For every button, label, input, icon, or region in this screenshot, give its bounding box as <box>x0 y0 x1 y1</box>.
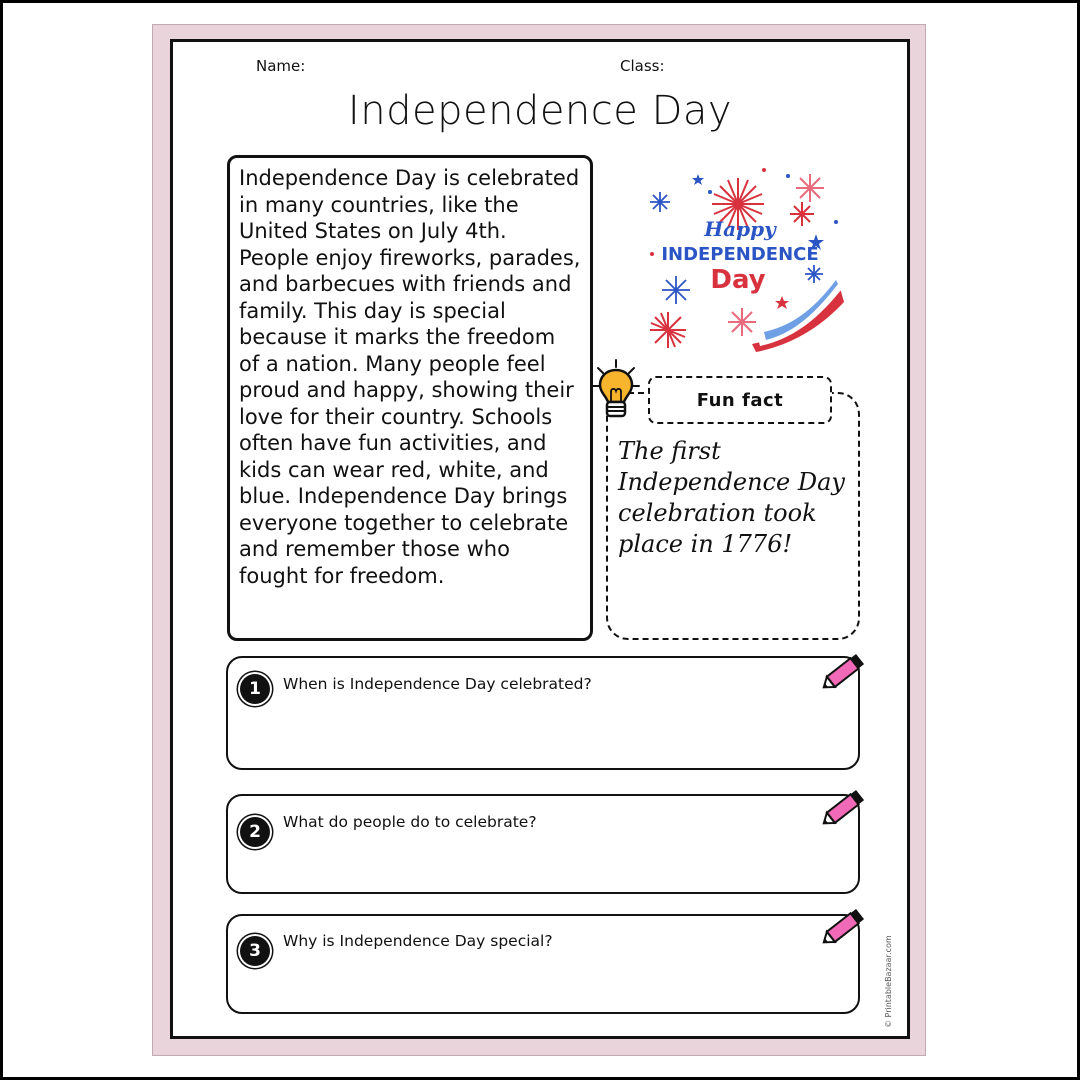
question-2-text: What do people do to celebrate? <box>283 813 537 831</box>
name-label: Name: <box>256 57 306 75</box>
answer-box-1[interactable] <box>226 656 860 770</box>
answer-box-3[interactable] <box>226 914 860 1014</box>
pencil-icon <box>818 905 868 951</box>
pencil-icon <box>818 650 868 696</box>
illustration-independence-text: INDEPENDENCE <box>661 244 819 265</box>
pencil-icon <box>818 786 868 832</box>
passage-text: Independence Day is celebrated in many countries, like the United States on July 4th. People enjoy fireworks, parades, and barbecues with friends and family. This day is special because it marks the freedom of a nation. Many people feel proud and happy, showing their love for their country. Schools often have fun activities, and kids can wear red, white, and blue. Independence Day brings everyone together to celebrate and remember those who fought for freedom. <box>239 166 581 588</box>
question-3-text: Why is Independence Day special? <box>283 932 553 950</box>
question-number-badge: 1 <box>240 674 270 704</box>
fun-fact-text: The first Independence Day celebration took place in 1776! <box>618 437 845 558</box>
illustration-day-text: Day <box>710 265 766 295</box>
copyright-text: © PrintableBazaar.com <box>884 935 893 1028</box>
lightbulb-icon <box>592 358 640 422</box>
question-number-badge: 3 <box>240 936 270 966</box>
fun-fact-label: Fun fact <box>648 376 832 424</box>
illustration-happy-text: Happy <box>704 217 776 241</box>
page-title: Independence Day <box>347 88 733 134</box>
question-number-badge: 2 <box>240 817 270 847</box>
class-label: Class: <box>620 57 665 75</box>
reading-passage <box>227 155 593 641</box>
fireworks-illustration <box>640 162 846 354</box>
question-1-text: When is Independence Day celebrated? <box>283 675 592 693</box>
answer-box-2[interactable] <box>226 794 860 894</box>
